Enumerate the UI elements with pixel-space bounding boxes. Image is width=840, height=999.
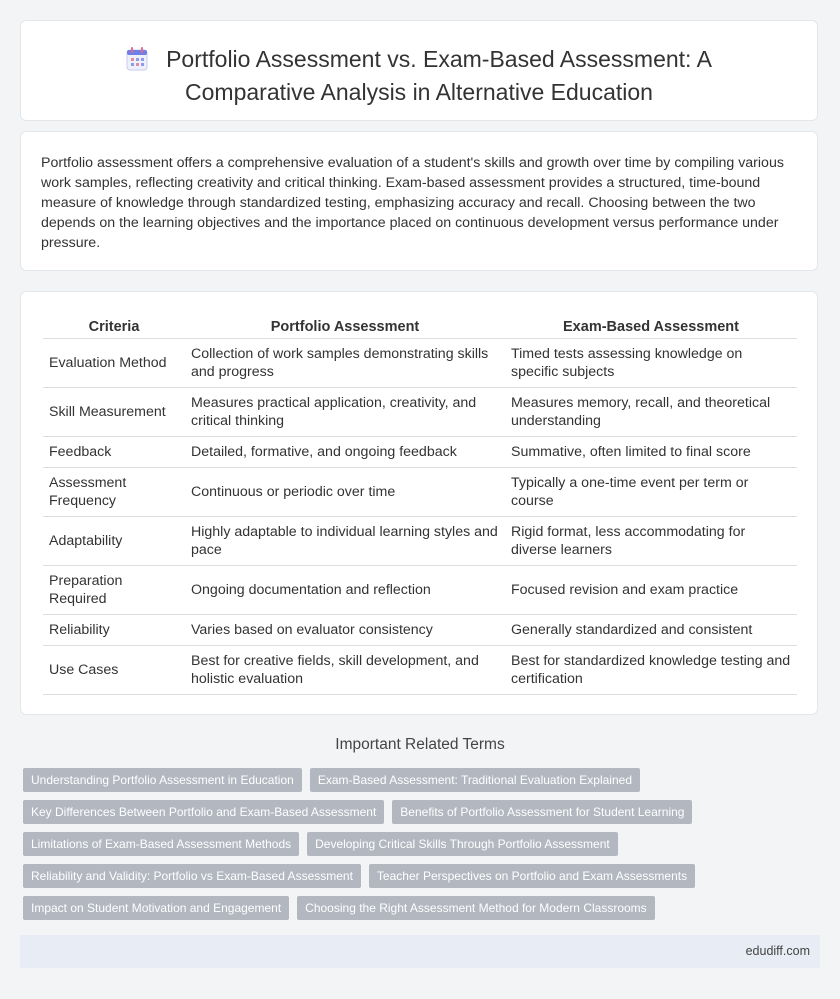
comparison-card — [20, 291, 818, 715]
footer — [20, 935, 820, 968]
related-terms-list — [23, 768, 723, 928]
table-cell: Generally standardized and consistent — [505, 615, 797, 646]
related-term-tag[interactable]: Limitations of Exam-Based Assessment Methods — [23, 832, 299, 856]
table-cell: Use Cases — [43, 646, 185, 695]
table-cell: Collection of work samples demonstrating skills and progress — [185, 339, 505, 388]
header-exam: Exam-Based Assessment — [505, 316, 797, 339]
table-cell: Assessment Frequency — [43, 468, 185, 517]
table-cell: Measures memory, recall, and theoretical understanding — [505, 388, 797, 437]
header-portfolio: Portfolio Assessment — [185, 316, 505, 339]
related-term-tag[interactable]: Exam-Based Assessment: Traditional Evaluation Explained — [310, 768, 640, 792]
table-row — [43, 566, 797, 615]
related-term-tag[interactable]: Benefits of Portfolio Assessment for Student Learning — [392, 800, 692, 824]
related-term-tag[interactable]: Reliability and Validity: Portfolio vs Exam-Based Assessment — [23, 864, 361, 888]
header-card — [20, 20, 818, 121]
intro-paragraph: Portfolio assessment offers a comprehensive evaluation of a student's skills and growth over time by compiling various work samples, reflecting creativity and critical thinking. Exam-based assessment provides a structured, time-bound measure of knowledge through standardized testing, emphasizing accuracy and recall. Choosing between the two depends on the learning objectives and the importance placed on continuous development versus performance under pressure. — [41, 155, 784, 251]
table-header-row — [43, 316, 797, 339]
table-row — [43, 517, 797, 566]
table-cell: Highly adaptable to individual learning styles and pace — [185, 517, 505, 566]
related-terms-title: Important Related Terms — [335, 736, 505, 753]
table-cell: Evaluation Method — [43, 339, 185, 388]
table-cell: Varies based on evaluator consistency — [185, 615, 505, 646]
comparison-table — [43, 316, 797, 695]
table-cell: Typically a one-time event per term or course — [505, 468, 797, 517]
table-row — [43, 468, 797, 517]
table-cell: Detailed, formative, and ongoing feedback — [185, 437, 505, 468]
table-cell: Preparation Required — [43, 566, 185, 615]
tag-row — [23, 864, 723, 888]
related-term-tag[interactable]: Key Differences Between Portfolio and Exam-Based Assessment — [23, 800, 384, 824]
table-row — [43, 615, 797, 646]
table-row — [43, 646, 797, 695]
tag-row — [23, 800, 723, 824]
tag-row — [23, 832, 723, 856]
table-cell: Skill Measurement — [43, 388, 185, 437]
footer-site-link[interactable]: edudiff.com — [745, 944, 810, 958]
related-term-tag[interactable]: Teacher Perspectives on Portfolio and Exam Assessments — [369, 864, 695, 888]
table-cell: Ongoing documentation and reflection — [185, 566, 505, 615]
table-cell: Feedback — [43, 437, 185, 468]
tag-row — [23, 768, 723, 792]
title-line-1: Portfolio Assessment vs. Exam-Based Assessment: A — [166, 46, 712, 72]
related-term-tag[interactable]: Understanding Portfolio Assessment in Education — [23, 768, 302, 792]
table-cell: Reliability — [43, 615, 185, 646]
page-title — [21, 45, 817, 107]
table-row — [43, 388, 797, 437]
intro-card — [20, 131, 818, 271]
table-row — [43, 437, 797, 468]
related-term-tag[interactable]: Impact on Student Motivation and Engagement — [23, 896, 289, 920]
table-cell: Best for standardized knowledge testing and certification — [505, 646, 797, 695]
table-cell: Rigid format, less accommodating for diverse learners — [505, 517, 797, 566]
related-term-tag[interactable]: Choosing the Right Assessment Method for Modern Classrooms — [297, 896, 655, 920]
related-term-tag[interactable]: Developing Critical Skills Through Portfolio Assessment — [307, 832, 618, 856]
table-row — [43, 339, 797, 388]
tag-row — [23, 896, 723, 920]
table-cell: Timed tests assessing knowledge on specific subjects — [505, 339, 797, 388]
header-criteria: Criteria — [43, 316, 185, 339]
table-cell: Best for creative fields, skill development, and holistic evaluation — [185, 646, 505, 695]
calendar-icon — [126, 47, 148, 78]
table-cell: Measures practical application, creativity, and critical thinking — [185, 388, 505, 437]
title-line-2: Comparative Analysis in Alternative Education — [185, 79, 653, 105]
table-cell: Focused revision and exam practice — [505, 566, 797, 615]
table-cell: Continuous or periodic over time — [185, 468, 505, 517]
table-cell: Summative, often limited to final score — [505, 437, 797, 468]
table-cell: Adaptability — [43, 517, 185, 566]
